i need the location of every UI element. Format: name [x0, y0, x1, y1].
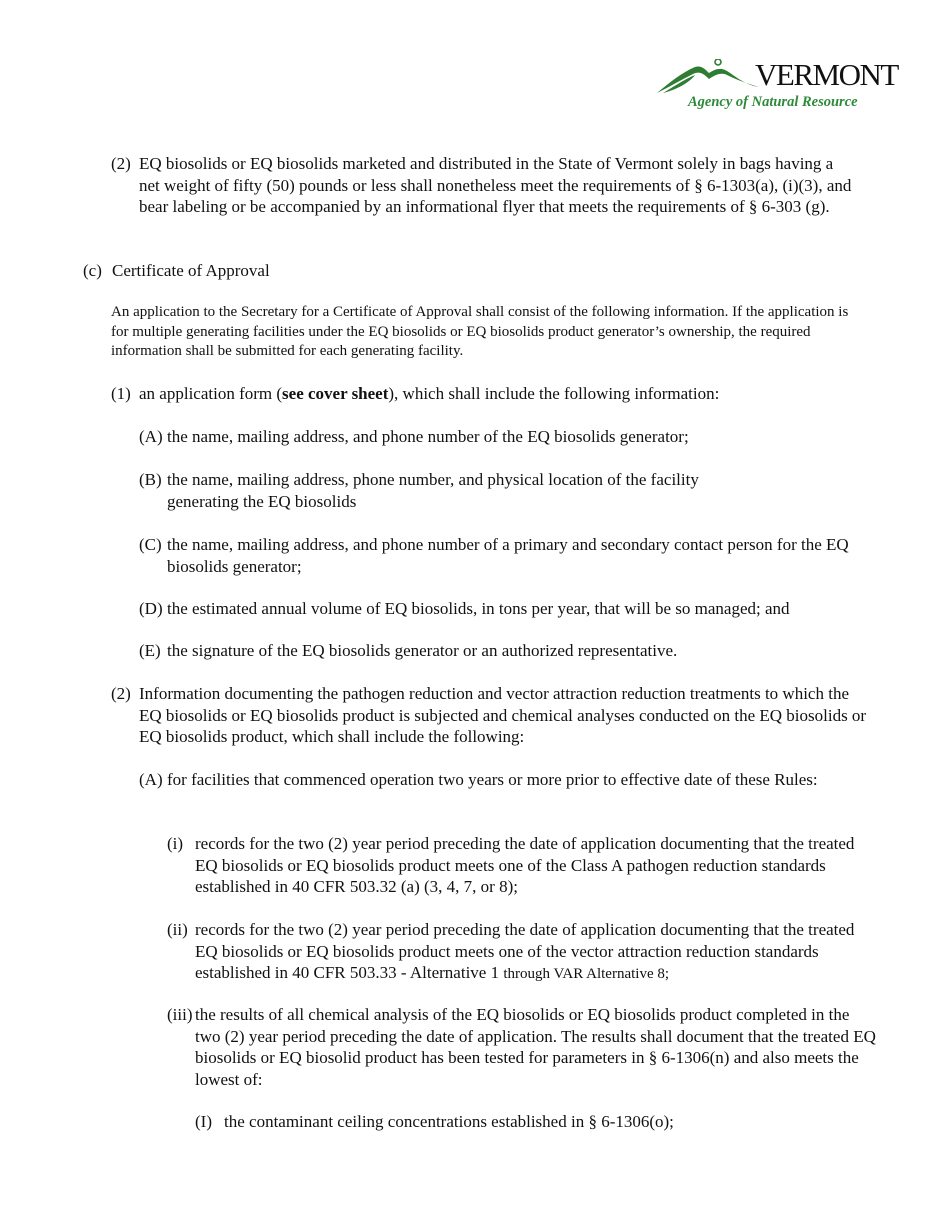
- item-label: (2): [111, 684, 131, 703]
- section-title: Certificate of Approval: [112, 261, 270, 280]
- item-c1E: [139, 640, 869, 662]
- item-label: (D): [139, 599, 163, 618]
- item-text: the name, mailing address, and phone number of the EQ biosolids generator;: [167, 427, 689, 446]
- item-text: the name, mailing address, and phone number of a primary and secondary contact person for the EQ biosolids generator;: [167, 535, 849, 576]
- item-text-main: records for the two (2) year period preceding the date of application documenting that the treated EQ biosolids or EQ biosolids product meets one of the vector attraction reduction standards established in 40 CFR 503.33 - Alternative 1: [195, 920, 855, 982]
- item-c1: [111, 383, 856, 405]
- item-label: (i): [167, 834, 184, 853]
- intro-paragraph: [111, 303, 861, 362]
- item-text-small: through VAR Alternative 8;: [503, 966, 670, 982]
- item-text-pre: an application form (: [139, 384, 283, 403]
- item-c2Aii: [167, 919, 877, 986]
- item-label: (A): [139, 427, 163, 446]
- item-text: EQ biosolids or EQ biosolids marketed and distributed in the State of Vermont solely in bags having a net weight of fifty (50) pounds or less shall nonetheless meet the requirements of § 6-1303(a), (i)(3), and bear labeling or be accompanied by an informational flyer that meets the requirements of § 6-303 (g).: [139, 154, 852, 216]
- mountain-logo-icon: [655, 59, 765, 95]
- item-text: the name, mailing address, phone number, and physical location of the facility generating the EQ biosolids: [167, 470, 699, 511]
- item-text-post: ), which shall include the following information:: [388, 384, 720, 403]
- see-cover-sheet-emphasis: see cover sheet: [282, 384, 389, 403]
- item-c1B: [139, 469, 769, 512]
- section-c-heading: [83, 260, 683, 282]
- vermont-anr-logo: [655, 55, 900, 115]
- item-label: (iii): [167, 1005, 193, 1024]
- item-p2: [111, 153, 856, 218]
- item-label: (I): [195, 1112, 212, 1131]
- logo-subtitle: Agency of Natural Resource: [688, 94, 858, 110]
- logo-wordmark: VERMONT: [755, 57, 898, 92]
- item-c1A: [139, 426, 859, 448]
- item-text: for facilities that commenced operation two years or more prior to effective date of these Rules:: [167, 770, 818, 789]
- item-c1D: [139, 598, 869, 620]
- item-label: (2): [111, 154, 131, 173]
- item-label: (1): [111, 384, 131, 403]
- item-label: (c): [83, 261, 102, 280]
- item-text: Information documenting the pathogen reduction and vector attraction reduction treatments to which the EQ biosolids or EQ biosolids product is subjected and chemical analyses conducted on the EQ biosolids or EQ biosolids product, which shall include the following:: [139, 684, 867, 746]
- item-c2AiiiI: [195, 1111, 875, 1133]
- item-label: (C): [139, 535, 162, 554]
- item-text: the results of all chemical analysis of the EQ biosolids or EQ biosolids product completed in the two (2) year period preceding the date of application. The results shall document that the treated EQ biosolids or EQ biosolid product has been tested for parameters in § 6-1306(n) and also meets the lowest of:: [195, 1005, 876, 1089]
- item-label: (A): [139, 770, 163, 789]
- item-c2Aiii: [167, 1004, 877, 1090]
- item-text: the estimated annual volume of EQ biosolids, in tons per year, that will be so managed; and: [167, 599, 790, 618]
- item-text: records for the two (2) year period preceding the date of application documenting that the treated EQ biosolids or EQ biosolids product meets one of the Class A pathogen reduction standards established in 40 CFR 503.32 (a) (3, 4, 7, or 8);: [195, 834, 855, 896]
- item-label: (ii): [167, 920, 188, 939]
- item-c2A: [139, 769, 844, 791]
- item-label: (B): [139, 470, 162, 489]
- item-text: [195, 919, 877, 986]
- item-text: the contaminant ceiling concentrations established in § 6-1306(o);: [224, 1112, 674, 1131]
- item-label: (E): [139, 641, 161, 660]
- item-text: the signature of the EQ biosolids generator or an authorized representative.: [167, 641, 678, 660]
- item-c1C: [139, 534, 854, 577]
- item-c2: [111, 683, 871, 748]
- intro-text: An application to the Secretary for a Certificate of Approval shall consist of the following information. If the application is for multiple generating facilities under the EQ biosolids or EQ biosolids product generator’s ownership, the required information shall be submitted for each generating facility.: [111, 304, 849, 359]
- item-text: [139, 383, 856, 405]
- item-c2Ai: [167, 833, 877, 898]
